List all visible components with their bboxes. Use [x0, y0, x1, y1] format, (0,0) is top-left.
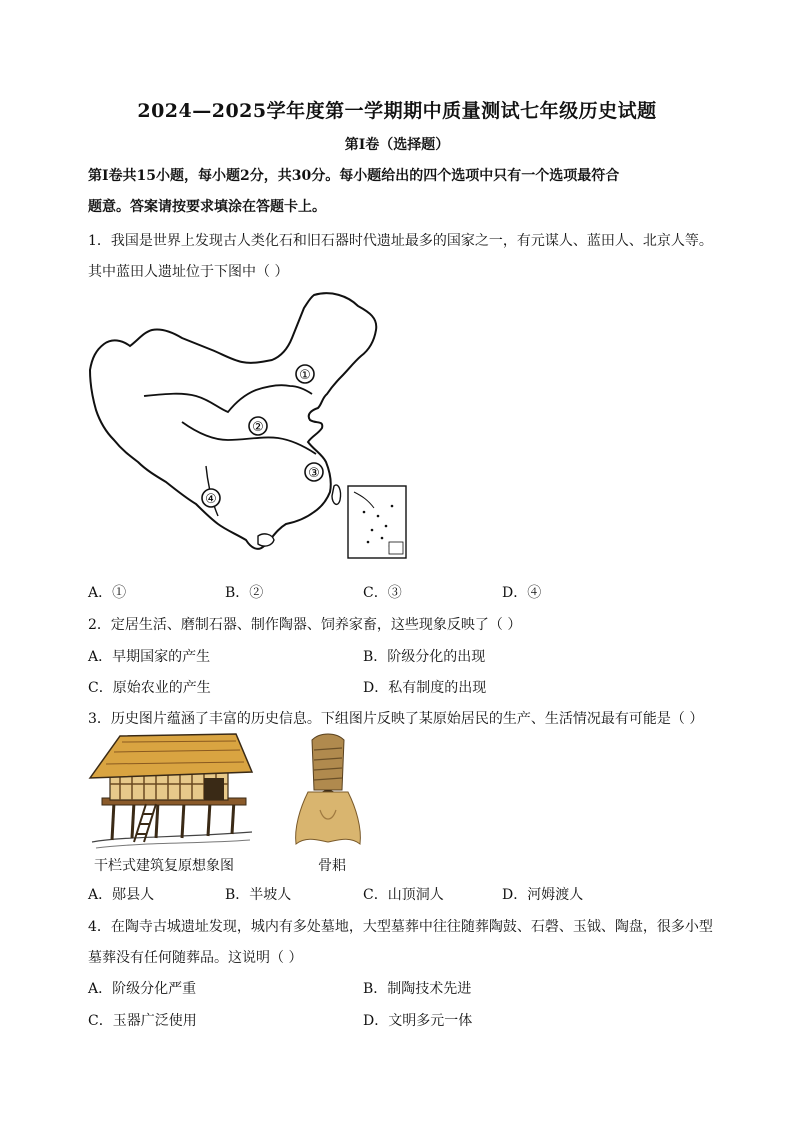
q1-option-a[interactable]: A．① — [88, 585, 127, 601]
q4-option-a[interactable]: A．阶级分化严重 — [88, 981, 197, 997]
exam-title: 2024—2025学年度第一学期期中质量测试七年级历史试题 — [137, 100, 657, 122]
q3-option-d[interactable]: D．河姆渡人 — [502, 887, 584, 903]
q3-stem: 3．历史图片蕴涵了丰富的历史信息。下组图片反映了某原始居民的生产、生活情况最有可能是（ ） — [88, 711, 704, 727]
china-map — [86, 290, 416, 562]
q3-caption-stilt-house: 干栏式建筑复原想象图 — [94, 858, 234, 874]
instructions-line-1: 第Ⅰ卷共15小题，每小题2分，共30分。每小题给出的四个选项中只有一个选项最符合 — [88, 168, 620, 184]
q1-option-b[interactable]: B．② — [225, 585, 264, 601]
map-marker-1 — [296, 365, 314, 383]
q2-option-d[interactable]: D．私有制度的出现 — [363, 680, 487, 696]
q4-stem-line-2: 墓葬没有任何随葬品。这说明（ ） — [88, 950, 303, 966]
q2-option-c[interactable]: C．原始农业的产生 — [88, 680, 211, 696]
q1-stem-line-1: 1．我国是世界上发现古人类化石和旧石器时代遗址最多的国家之一，有元谋人、蓝田人、北京人等。 — [88, 233, 713, 249]
svg-text:②: ② — [252, 420, 264, 435]
instructions-line-2: 题意。答案请按要求填涂在答题卡上。 — [88, 199, 326, 215]
bone-spade-image — [290, 732, 366, 850]
svg-text:④: ④ — [205, 492, 217, 507]
map-marker-2 — [249, 417, 267, 435]
svg-text:③: ③ — [308, 466, 320, 481]
q4-option-b[interactable]: B．制陶技术先进 — [363, 981, 472, 997]
taiwan-island — [332, 485, 341, 504]
map-marker-4 — [202, 489, 220, 507]
map-marker-3 — [305, 463, 323, 481]
hainan-island — [258, 534, 274, 546]
q3-caption-bone-spade: 骨耜 — [318, 858, 346, 874]
stilt-house-image — [86, 732, 256, 850]
section-title: 第Ⅰ卷（选择题） — [344, 137, 450, 153]
q1-stem-line-2: 其中蓝田人遗址位于下图中（ ） — [88, 264, 289, 280]
q1-option-c[interactable]: C．③ — [363, 585, 402, 601]
china-outline — [90, 293, 376, 549]
q4-stem-line-1: 4．在陶寺古城遗址发现，城内有多处墓地，大型墓葬中往往随葬陶鼓、石磬、玉钺、陶盘，很多小型 — [88, 919, 713, 935]
q2-stem: 2．定居生活、磨制石器、制作陶器、饲养家畜，这些现象反映了（ ） — [88, 617, 522, 633]
q4-option-d[interactable]: D．文明多元一体 — [363, 1013, 473, 1029]
q4-option-c[interactable]: C．玉器广泛使用 — [88, 1013, 197, 1029]
q2-option-a[interactable]: A．早期国家的产生 — [88, 649, 211, 665]
q2-option-b[interactable]: B．阶级分化的出现 — [363, 649, 486, 665]
q3-option-b[interactable]: B．半坡人 — [225, 887, 292, 903]
q1-option-d[interactable]: D．④ — [502, 585, 542, 601]
q3-option-c[interactable]: C．山顶洞人 — [363, 887, 444, 903]
q3-option-a[interactable]: A．郧县人 — [88, 887, 155, 903]
svg-text:①: ① — [299, 368, 311, 383]
